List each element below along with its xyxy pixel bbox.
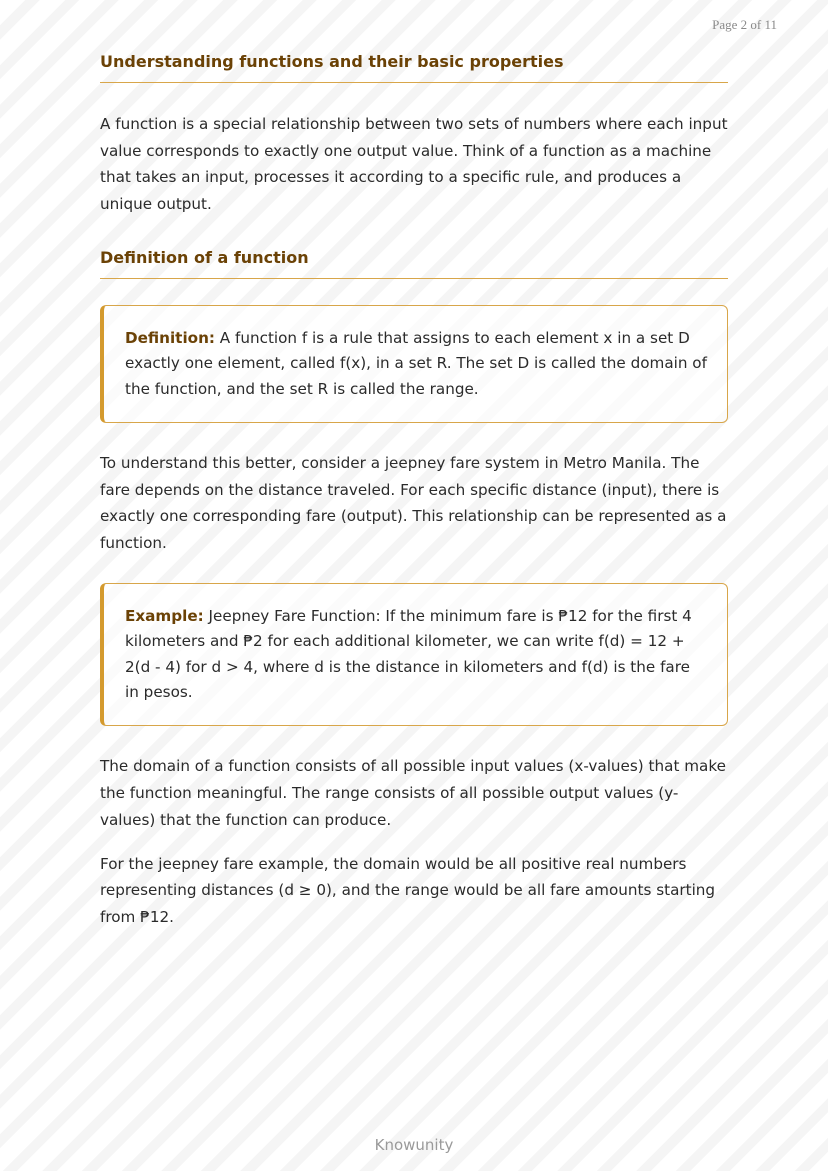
footer-brand: Knowunity (374, 1136, 454, 1154)
section-heading-functions: Understanding functions and their basic properties (100, 52, 728, 83)
example-body: Jeepney Fare Function: If the minimum fare is ₱12 for the first 4 kilometers and ₱2 for each additional kilometer, we can write f(d) = 12 + 2(d - 4) for d > 4, where d is the distance in kilometers and f(d) is the fare in pesos. (125, 606, 692, 702)
domain-range-paragraph: The domain of a function consists of all possible input values (x-values) that make the function meaningful. The range consists of all possible output values (y-values) that the function can produce. (100, 757, 726, 829)
intro-paragraph: A function is a special relationship between two sets of numbers where each input value corresponds to exactly one output value. Think of a function as a machine that takes an input, processes it according to a specific rule, and produces a unique output. (100, 115, 728, 214)
example-text (125, 604, 707, 706)
example-callout (100, 583, 728, 727)
page-number: Page 2 of 11 (712, 17, 777, 32)
definition-label: Definition: (125, 328, 215, 347)
section-heading-definition: Definition of a function (100, 248, 728, 279)
jeepney-paragraph: To understand this better, consider a jeepney fare system in Metro Manila. The fare depends on the distance traveled. For each specific distance (input), there is exactly one corresponding fare (output). This relationship can be represented as a function. (100, 454, 727, 553)
definition-callout (100, 305, 728, 423)
document-content (100, 52, 728, 931)
jeepney-domain-paragraph: For the jeepney fare example, the domain would be all positive real numbers representing distances (d ≥ 0), and the range would be all fare amounts starting from ₱12. (100, 854, 716, 926)
example-label: Example: (125, 606, 204, 625)
definition-text (125, 326, 707, 402)
definition-body: A function f is a rule that assigns to each element x in a set D exactly one element, called f(x), in a set R. The set D is called the domain of the function, and the set R is called the range. (125, 328, 707, 398)
